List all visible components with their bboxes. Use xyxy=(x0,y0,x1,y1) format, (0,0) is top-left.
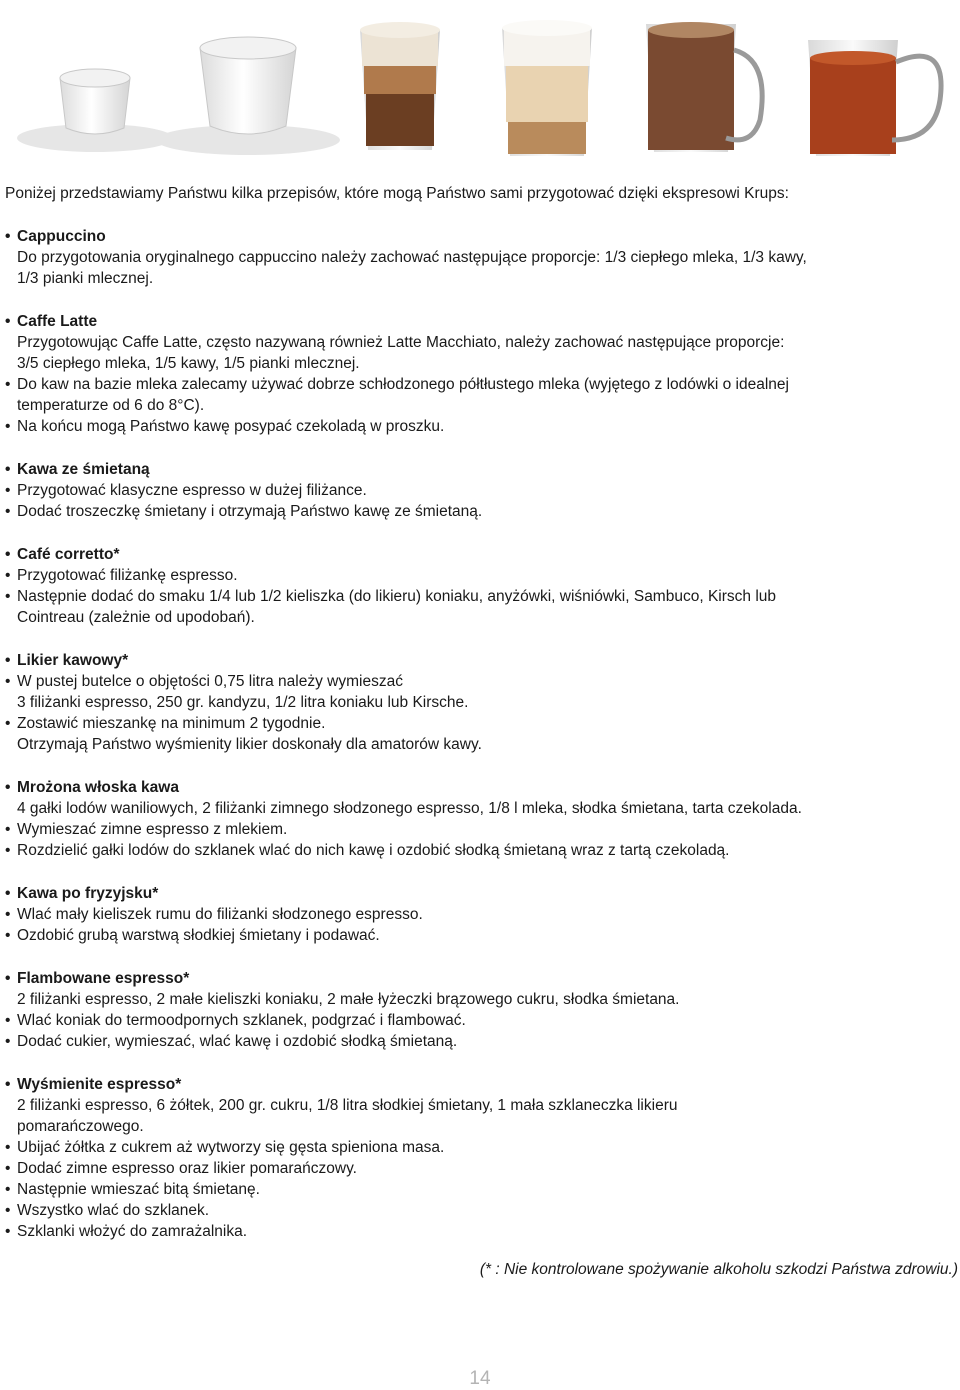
recipes-text xyxy=(5,183,950,1242)
recipe-title: • Likier kawowy* xyxy=(5,650,950,671)
page-number: 14 xyxy=(469,1368,491,1389)
recipe-text-line: Otrzymają Państwo wyśmienity likier doskonały dla amatorów kawy. xyxy=(17,736,482,753)
recipe-title: • Café corretto* xyxy=(5,544,950,565)
recipe-section xyxy=(5,544,950,628)
recipe-bullet-line: • W pustej butelce o objętości 0,75 litra należy wymieszać xyxy=(5,671,950,692)
recipe-bullet-line: • Wymieszać zimne espresso z mlekiem. xyxy=(5,819,950,840)
recipe-bullet-line: • Na końcu mogą Państwo kawę posypać czekoladą w proszku. xyxy=(5,416,950,437)
recipe-text-line: 2 filiżanki espresso, 6 żółtek, 200 gr. cukru, 1/8 litra słodkiej śmietany, 1 mała szklaneczka likieru xyxy=(17,1097,678,1114)
recipe-section xyxy=(5,226,950,289)
cappuccino-glass-icon xyxy=(360,22,440,150)
recipe-text-line: pomarańczowego. xyxy=(17,1118,144,1135)
cocoa-glass-icon xyxy=(646,22,762,152)
recipe-bullet-line: • Ozdobić grubą warstwą słodkiej śmietany i podawać. xyxy=(5,925,950,946)
recipe-title: • Cappuccino xyxy=(5,226,950,247)
coffee-drinks-photo xyxy=(0,0,960,165)
recipe-title: • Mrożona włoska kawa xyxy=(5,777,950,798)
recipe-text-line: 3 filiżanki espresso, 250 gr. kandyzu, 1/2 litra koniaku lub Kirsche. xyxy=(17,694,469,711)
recipe-bullet-line: • Przygotować klasyczne espresso w dużej filiżance. xyxy=(5,480,950,501)
recipe-section xyxy=(5,311,950,437)
recipe-list xyxy=(5,226,950,1242)
recipe-bullet-line: • Ubijać żółtka z cukrem aż wytworzy się gęsta spieniona masa. xyxy=(5,1137,950,1158)
recipe-text-line: temperaturze od 6 do 8°C). xyxy=(17,397,205,414)
recipe-bullet-line: • Dodać zimne espresso oraz likier pomarańczowy. xyxy=(5,1158,950,1179)
recipe-section xyxy=(5,1074,950,1242)
recipe-text-line: Przygotowując Caffe Latte, często nazywaną również Latte Macchiato, należy zachować następujące proporcje: xyxy=(17,334,785,351)
recipe-bullet-line: • Rozdzielić gałki lodów do szklanek wlać do nich kawę i ozdobić słodką śmietaną wraz z tartą czekoladą. xyxy=(5,840,950,861)
recipe-text-line: 1/3 pianki mlecznej. xyxy=(17,270,154,287)
recipe-section xyxy=(5,777,950,861)
recipe-bullet-line: • Zostawić mieszankę na minimum 2 tygodnie. xyxy=(5,713,950,734)
tea-glass-icon xyxy=(808,40,941,156)
recipe-section xyxy=(5,650,950,755)
recipe-bullet-line: • Wlać koniak do termoodpornych szklanek, podgrzać i flambować. xyxy=(5,1010,950,1031)
recipe-bullet-line: • Dodać troszeczkę śmietany i otrzymają Państwo kawę ze śmietaną. xyxy=(5,501,950,522)
alcohol-warning-footnote: (* : Nie kontrolowane spożywanie alkoholu szkodzi Państwa zdrowiu.) xyxy=(479,1261,958,1278)
recipe-section xyxy=(5,883,950,946)
intro-paragraph: Poniżej przedstawiamy Państwu kilka przepisów, które mogą Państwo sami przygotować dzięki ekspresowi Krups: xyxy=(5,185,789,202)
recipe-title: • Kawa ze śmietaną xyxy=(5,459,950,480)
recipe-bullet-line: • Szklanki włożyć do zamrażalnika. xyxy=(5,1221,950,1242)
recipe-bullet-line: • Do kaw na bazie mleka zalecamy używać dobrze schłodzonego półtłustego mleka (wyjętego z lodówki o idealnej xyxy=(5,374,950,395)
recipe-section xyxy=(5,459,950,522)
recipe-bullet-line: • Następnie wmieszać bitą śmietanę. xyxy=(5,1179,950,1200)
recipe-title: • Wyśmienite espresso* xyxy=(5,1074,950,1095)
white-cup-icon xyxy=(156,37,340,155)
recipe-text-line: 4 gałki lodów waniliowych, 2 filiżanki zimnego słodzonego espresso, 1/8 l mleka, słodka śmietana, tarta czekolada. xyxy=(17,800,802,817)
recipe-section xyxy=(5,968,950,1052)
recipe-bullet-line: • Przygotować filiżankę espresso. xyxy=(5,565,950,586)
recipe-bullet-line: • Dodać cukier, wymieszać, wlać kawę i ozdobić słodką śmietaną. xyxy=(5,1031,950,1052)
latte-glass-icon xyxy=(502,20,592,156)
recipe-text-line: 3/5 ciepłego mleka, 1/5 kawy, 1/5 pianki mlecznej. xyxy=(17,355,360,372)
recipe-title: • Flambowane espresso* xyxy=(5,968,950,989)
recipe-text-line: Do przygotowania oryginalnego cappuccino należy zachować następujące proporcje: 1/3 ciepłego mleka, 1/3 kawy, xyxy=(17,249,807,266)
recipe-bullet-line: • Następnie dodać do smaku 1/4 lub 1/2 kieliszka (do likieru) koniaku, anyżówki, wiśniówki, Sambuco, Kirsch lub xyxy=(5,586,950,607)
recipe-text-line: Cointreau (zależnie od upodobań). xyxy=(17,609,255,626)
recipe-bullet-line: • Wszystko wlać do szklanek. xyxy=(5,1200,950,1221)
recipe-text-line: 2 filiżanki espresso, 2 małe kieliszki koniaku, 2 małe łyżeczki brązowego cukru, słodka śmietana. xyxy=(17,991,680,1008)
recipe-title: • Kawa po fryzyjsku* xyxy=(5,883,950,904)
recipe-bullet-line: • Wlać mały kieliszek rumu do filiżanki słodzonego espresso. xyxy=(5,904,950,925)
espresso-cup-icon xyxy=(17,69,173,152)
recipe-title: • Caffe Latte xyxy=(5,311,950,332)
